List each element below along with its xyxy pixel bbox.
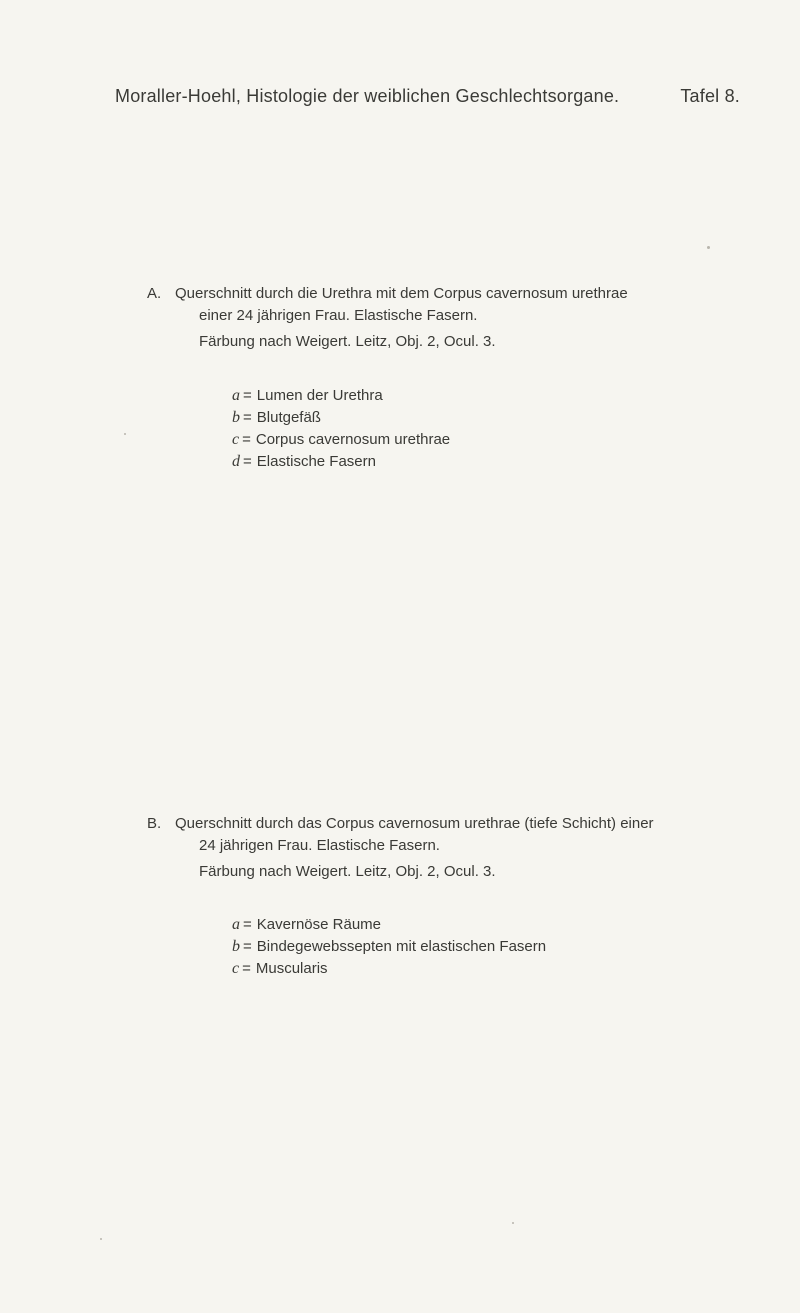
legend-text: Bindegewebssepten mit elastischen Fasern (256, 938, 547, 955)
legend-equals: = (243, 409, 252, 426)
legend-row (232, 958, 546, 980)
legend-row (232, 914, 546, 936)
section-b-caption (147, 813, 654, 883)
legend-key: b (232, 409, 240, 426)
legend-key: c (232, 431, 240, 448)
legend-row (232, 936, 546, 958)
legend-key: c (232, 960, 240, 977)
legend-text: Muscularis (255, 960, 328, 977)
legend-equals: = (242, 960, 251, 977)
legend-row (232, 429, 450, 451)
paper-speck (707, 246, 710, 249)
section-b-legend (232, 914, 546, 980)
section-b-line-1 (147, 813, 654, 835)
section-a-line-1 (147, 283, 628, 305)
legend-text: Corpus cavernosum urethrae (255, 431, 451, 448)
legend-equals: = (243, 453, 252, 470)
legend-key: d (232, 453, 240, 470)
section-a-caption-text-1: Querschnitt durch die Urethra mit dem Corpus cavernosum urethrae (175, 285, 628, 302)
paper-speck (512, 1222, 514, 1224)
section-b-caption-text-1: Querschnitt durch das Corpus cavernosum urethrae (tiefe Schicht) einer (175, 815, 654, 832)
section-a-letter: A. (147, 285, 162, 302)
legend-text: Kavernöse Räume (256, 916, 381, 933)
legend-key: b (232, 938, 240, 955)
legend-text: Elastische Fasern (256, 453, 376, 470)
legend-row (232, 407, 450, 429)
legend-row (232, 385, 450, 407)
legend-text: Blutgefäß (256, 409, 321, 426)
legend-equals: = (243, 916, 252, 933)
paper-speck (100, 1238, 102, 1240)
section-b-letter: B. (147, 815, 162, 832)
section-a-staining: Färbung nach Weigert. Leitz, Obj. 2, Ocul. 3. (199, 333, 496, 350)
legend-key: a (232, 387, 240, 404)
book-title: Moraller-Hoehl, Histologie der weiblichen Geschlechtsorgane. (115, 86, 620, 106)
section-a-caption (147, 283, 628, 353)
legend-equals: = (243, 387, 252, 404)
section-a-caption-text-2: einer 24 jährigen Frau. Elastische Fasern. (199, 307, 478, 324)
legend-row (232, 451, 450, 473)
section-b-staining: Färbung nach Weigert. Leitz, Obj. 2, Ocul. 3. (199, 863, 496, 880)
legend-text: Lumen der Urethra (256, 387, 383, 404)
legend-equals: = (243, 938, 252, 955)
legend-key: a (232, 916, 240, 933)
plate-number: Tafel 8. (680, 86, 740, 106)
paper-speck (124, 433, 126, 435)
section-a-legend (232, 385, 450, 473)
legend-equals: = (242, 431, 251, 448)
section-b-caption-text-2: 24 jährigen Frau. Elastische Fasern. (199, 837, 440, 854)
